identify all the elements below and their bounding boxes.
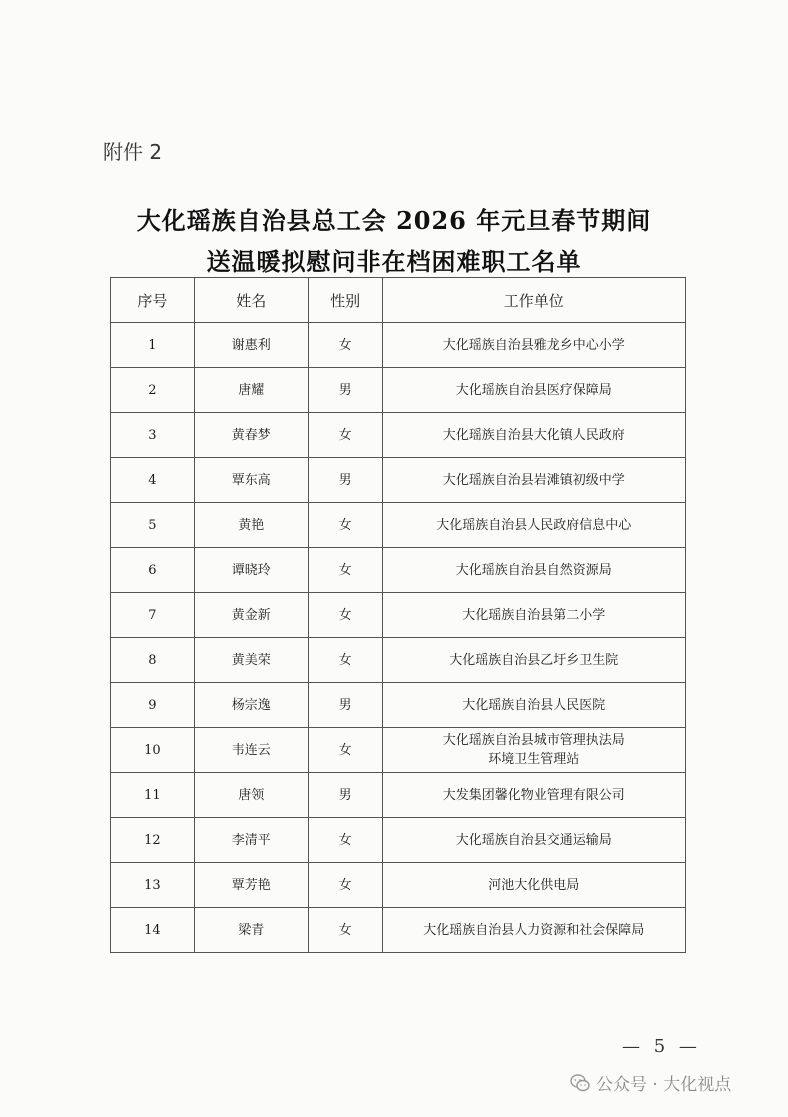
cell-name: 黄艳 <box>194 503 308 548</box>
cell-unit <box>382 593 685 638</box>
footer-watermark <box>570 1070 731 1095</box>
cell-unit-line1: 大化瑶族自治县第二小学 <box>462 607 606 623</box>
cell-unit <box>382 863 685 908</box>
cell-name: 韦连云 <box>194 728 308 773</box>
table-row <box>111 413 686 458</box>
cell-name: 唐耀 <box>194 368 308 413</box>
wechat-icon <box>570 1073 590 1093</box>
cell-unit-line1: 大化瑶族自治县人力资源和社会保障局 <box>423 922 645 938</box>
table-row <box>111 368 686 413</box>
cell-name: 杨宗逸 <box>194 683 308 728</box>
cell-unit <box>382 368 685 413</box>
cell-unit <box>382 503 685 548</box>
cell-name: 黄美荣 <box>194 638 308 683</box>
table-row <box>111 728 686 773</box>
table-row <box>111 908 686 953</box>
cell-gender: 女 <box>308 863 382 908</box>
cell-unit-line1: 大发集团馨化物业管理有限公司 <box>442 787 625 803</box>
cell-unit-line1: 大化瑶族自治县自然资源局 <box>455 562 612 578</box>
table-row <box>111 503 686 548</box>
cell-unit-line1: 大化瑶族自治县乙圩乡卫生院 <box>449 652 619 668</box>
cell-name: 黄金新 <box>194 593 308 638</box>
cell-unit <box>382 413 685 458</box>
cell-name: 梁青 <box>194 908 308 953</box>
table-row <box>111 818 686 863</box>
cell-unit-line1: 大化瑶族自治县医疗保障局 <box>455 382 612 398</box>
cell-gender: 女 <box>308 413 382 458</box>
attachment-label: 附件 2 <box>103 140 163 164</box>
cell-unit-line1: 河池大化供电局 <box>488 877 580 893</box>
cell-gender: 女 <box>308 548 382 593</box>
header-gender: 性别 <box>308 278 382 323</box>
cell-no: 6 <box>111 548 195 593</box>
cell-unit <box>382 323 685 368</box>
table-row <box>111 863 686 908</box>
header-name: 姓名 <box>194 278 308 323</box>
cell-no: 2 <box>111 368 195 413</box>
cell-unit-line2: 环境卫生管理站 <box>488 752 580 767</box>
table-row <box>111 638 686 683</box>
cell-no: 8 <box>111 638 195 683</box>
cell-no: 5 <box>111 503 195 548</box>
cell-no: 9 <box>111 683 195 728</box>
cell-unit <box>382 638 685 683</box>
cell-name: 覃东高 <box>194 458 308 503</box>
cell-gender: 女 <box>308 323 382 368</box>
cell-unit <box>382 818 685 863</box>
cell-name: 覃芳艳 <box>194 863 308 908</box>
cell-name: 谭晓玲 <box>194 548 308 593</box>
header-unit: 工作单位 <box>382 278 685 323</box>
cell-unit <box>382 683 685 728</box>
table-row <box>111 683 686 728</box>
cell-no: 7 <box>111 593 195 638</box>
name-list-table <box>110 277 686 953</box>
cell-no: 12 <box>111 818 195 863</box>
cell-unit-line1: 大化瑶族自治县人民医院 <box>462 697 606 713</box>
cell-unit <box>382 773 685 818</box>
table-row <box>111 773 686 818</box>
cell-unit <box>382 458 685 503</box>
cell-no: 14 <box>111 908 195 953</box>
document-title-line2: 送温暖拟慰问非在档困难职工名单 <box>206 247 582 276</box>
cell-no: 11 <box>111 773 195 818</box>
cell-unit <box>382 728 685 773</box>
cell-no: 3 <box>111 413 195 458</box>
cell-gender: 女 <box>308 638 382 683</box>
cell-unit <box>382 548 685 593</box>
cell-unit-line1: 大化瑶族自治县人民政府信息中心 <box>436 517 632 533</box>
cell-gender: 女 <box>308 728 382 773</box>
table-row <box>111 323 686 368</box>
footer-text: 公众号 · 大化视点 <box>596 1075 732 1095</box>
page-number: — 5 — <box>622 1036 701 1057</box>
cell-no: 4 <box>111 458 195 503</box>
header-no: 序号 <box>111 278 195 323</box>
cell-unit-line1: 大化瑶族自治县大化镇人民政府 <box>442 427 625 443</box>
cell-gender: 男 <box>308 368 382 413</box>
cell-unit-line1: 大化瑶族自治县岩滩镇初级中学 <box>442 472 625 488</box>
cell-unit <box>382 908 685 953</box>
cell-no: 1 <box>111 323 195 368</box>
cell-gender: 男 <box>308 773 382 818</box>
cell-gender: 男 <box>308 683 382 728</box>
cell-no: 10 <box>111 728 195 773</box>
cell-name: 李清平 <box>194 818 308 863</box>
cell-name: 谢惠利 <box>194 323 308 368</box>
cell-unit-line1: 大化瑶族自治县城市管理执法局 <box>442 733 625 748</box>
cell-gender: 男 <box>308 458 382 503</box>
table-row <box>111 458 686 503</box>
table-row <box>111 593 686 638</box>
cell-no: 13 <box>111 863 195 908</box>
table-header-row <box>111 278 686 323</box>
cell-gender: 女 <box>308 593 382 638</box>
cell-name: 黄春梦 <box>194 413 308 458</box>
table-row <box>111 548 686 593</box>
cell-name: 唐领 <box>194 773 308 818</box>
cell-unit-line1: 大化瑶族自治县交通运输局 <box>455 832 612 848</box>
cell-gender: 女 <box>308 818 382 863</box>
cell-gender: 女 <box>308 908 382 953</box>
cell-unit-line1: 大化瑶族自治县雅龙乡中心小学 <box>442 337 625 353</box>
cell-gender: 女 <box>308 503 382 548</box>
document-title-line1: 大化瑶族自治县总工会 2026 年元旦春节期间 <box>136 206 652 235</box>
